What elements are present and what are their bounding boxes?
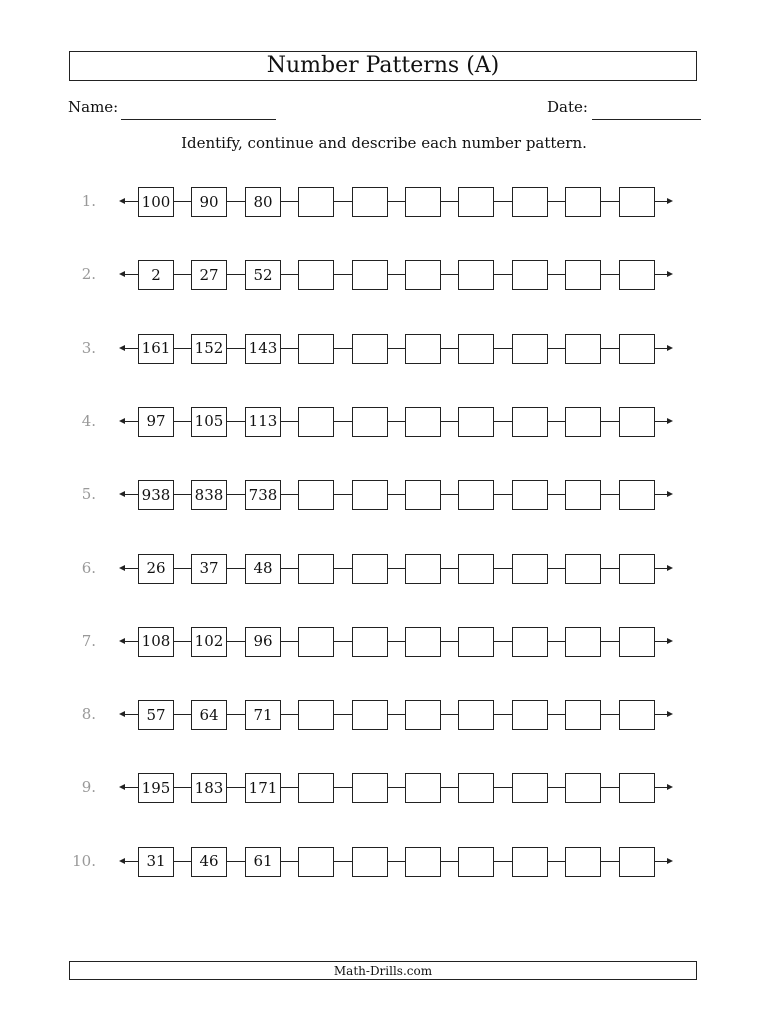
given-term: 183 <box>191 773 227 803</box>
arrow-left-icon <box>119 271 125 277</box>
given-term: 161 <box>138 334 174 364</box>
answer-box[interactable] <box>405 700 441 730</box>
answer-box[interactable] <box>405 187 441 217</box>
given-term: 143 <box>245 334 281 364</box>
answer-box[interactable] <box>512 187 548 217</box>
name-field[interactable] <box>121 119 276 120</box>
answer-box[interactable] <box>512 773 548 803</box>
answer-box[interactable] <box>458 554 494 584</box>
answer-box[interactable] <box>298 773 334 803</box>
answer-box[interactable] <box>298 260 334 290</box>
problem-row <box>0 187 768 217</box>
answer-box[interactable] <box>352 627 388 657</box>
worksheet-title <box>69 51 697 81</box>
arrow-left-icon <box>119 198 125 204</box>
answer-box[interactable] <box>352 260 388 290</box>
given-term: 61 <box>245 847 281 877</box>
answer-box[interactable] <box>619 773 655 803</box>
date-field[interactable] <box>592 119 701 120</box>
answer-box[interactable] <box>565 187 601 217</box>
answer-box[interactable] <box>565 554 601 584</box>
answer-box[interactable] <box>565 700 601 730</box>
given-term: 64 <box>191 700 227 730</box>
given-term: 108 <box>138 627 174 657</box>
arrow-right-icon <box>667 858 673 864</box>
answer-box[interactable] <box>619 480 655 510</box>
title-text: Number Patterns (A) <box>266 53 500 78</box>
answer-box[interactable] <box>565 773 601 803</box>
answer-box[interactable] <box>565 407 601 437</box>
arrow-right-icon <box>667 638 673 644</box>
name-label: Name: <box>68 98 119 116</box>
answer-box[interactable] <box>298 407 334 437</box>
answer-box[interactable] <box>405 554 441 584</box>
given-term: 105 <box>191 407 227 437</box>
arrow-right-icon <box>667 784 673 790</box>
answer-box[interactable] <box>352 187 388 217</box>
given-term: 171 <box>245 773 281 803</box>
answer-box[interactable] <box>512 847 548 877</box>
problem-row <box>0 627 768 657</box>
given-term: 48 <box>245 554 281 584</box>
answer-box[interactable] <box>352 773 388 803</box>
arrow-left-icon <box>119 565 125 571</box>
arrow-left-icon <box>119 345 125 351</box>
answer-box[interactable] <box>458 260 494 290</box>
problem-number: 2. <box>81 265 96 284</box>
answer-box[interactable] <box>512 334 548 364</box>
given-term: 57 <box>138 700 174 730</box>
answer-box[interactable] <box>565 260 601 290</box>
answer-box[interactable] <box>512 554 548 584</box>
problem-number: 9. <box>81 778 96 797</box>
answer-box[interactable] <box>352 700 388 730</box>
answer-box[interactable] <box>512 700 548 730</box>
arrow-left-icon <box>119 491 125 497</box>
arrow-left-icon <box>119 711 125 717</box>
answer-box[interactable] <box>565 334 601 364</box>
problem-number: 7. <box>81 631 96 650</box>
answer-box[interactable] <box>298 554 334 584</box>
answer-box[interactable] <box>405 334 441 364</box>
problem-number: 5. <box>81 485 96 504</box>
answer-box[interactable] <box>512 260 548 290</box>
problem-row <box>0 847 768 877</box>
answer-box[interactable] <box>352 554 388 584</box>
footer <box>69 961 697 980</box>
answer-box[interactable] <box>352 407 388 437</box>
answer-box[interactable] <box>565 627 601 657</box>
given-term: 26 <box>138 554 174 584</box>
answer-box[interactable] <box>619 187 655 217</box>
answer-box[interactable] <box>512 407 548 437</box>
problem-number: 4. <box>81 411 96 430</box>
problem-number: 8. <box>81 705 96 724</box>
problem-row <box>0 407 768 437</box>
answer-box[interactable] <box>458 773 494 803</box>
footer-text: Math-Drills.com <box>333 963 433 978</box>
given-term: 52 <box>245 260 281 290</box>
given-term: 195 <box>138 773 174 803</box>
answer-box[interactable] <box>405 480 441 510</box>
answer-box[interactable] <box>352 847 388 877</box>
answer-box[interactable] <box>619 847 655 877</box>
answer-box[interactable] <box>298 187 334 217</box>
given-term: 46 <box>191 847 227 877</box>
given-term: 31 <box>138 847 174 877</box>
problem-row <box>0 260 768 290</box>
arrow-right-icon <box>667 345 673 351</box>
answer-box[interactable] <box>352 334 388 364</box>
problem-row <box>0 554 768 584</box>
given-term: 96 <box>245 627 281 657</box>
given-term: 100 <box>138 187 174 217</box>
answer-box[interactable] <box>458 700 494 730</box>
arrow-right-icon <box>667 418 673 424</box>
given-term: 152 <box>191 334 227 364</box>
arrow-left-icon <box>119 418 125 424</box>
answer-box[interactable] <box>565 847 601 877</box>
answer-box[interactable] <box>512 480 548 510</box>
answer-box[interactable] <box>298 627 334 657</box>
given-term: 102 <box>191 627 227 657</box>
answer-box[interactable] <box>619 334 655 364</box>
problem-number: 3. <box>81 338 96 357</box>
answer-box[interactable] <box>619 554 655 584</box>
arrow-right-icon <box>667 271 673 277</box>
answer-box[interactable] <box>298 334 334 364</box>
given-term: 80 <box>245 187 281 217</box>
answer-box[interactable] <box>298 700 334 730</box>
arrow-left-icon <box>119 638 125 644</box>
answer-box[interactable] <box>458 187 494 217</box>
answer-box[interactable] <box>405 260 441 290</box>
answer-box[interactable] <box>619 260 655 290</box>
given-term: 938 <box>138 480 174 510</box>
problem-number: 1. <box>81 192 96 210</box>
problem-number: 6. <box>81 558 96 577</box>
given-term: 97 <box>138 407 174 437</box>
arrow-right-icon <box>667 198 673 204</box>
given-term: 90 <box>191 187 227 217</box>
answer-box[interactable] <box>565 480 601 510</box>
problem-row <box>0 334 768 364</box>
given-term: 71 <box>245 700 281 730</box>
given-term: 738 <box>245 480 281 510</box>
given-term: 37 <box>191 554 227 584</box>
date-label: Date: <box>547 98 588 116</box>
answer-box[interactable] <box>298 480 334 510</box>
answer-box[interactable] <box>405 773 441 803</box>
problem-row <box>0 480 768 510</box>
arrow-right-icon <box>667 491 673 497</box>
answer-box[interactable] <box>619 407 655 437</box>
given-term: 838 <box>191 480 227 510</box>
instructions: Identify, continue and describe each number pattern. <box>181 134 587 152</box>
arrow-right-icon <box>667 565 673 571</box>
answer-box[interactable] <box>458 847 494 877</box>
answer-box[interactable] <box>619 627 655 657</box>
answer-box[interactable] <box>458 627 494 657</box>
answer-box[interactable] <box>298 847 334 877</box>
answer-box[interactable] <box>405 847 441 877</box>
answer-box[interactable] <box>458 480 494 510</box>
problem-number: 10. <box>72 851 96 870</box>
answer-box[interactable] <box>512 627 548 657</box>
problem-row <box>0 700 768 730</box>
problem-row <box>0 773 768 803</box>
arrow-left-icon <box>119 858 125 864</box>
given-term: 2 <box>138 260 174 290</box>
arrow-left-icon <box>119 784 125 790</box>
arrow-right-icon <box>667 711 673 717</box>
answer-box[interactable] <box>458 407 494 437</box>
answer-box[interactable] <box>405 407 441 437</box>
given-term: 113 <box>245 407 281 437</box>
answer-box[interactable] <box>405 627 441 657</box>
answer-box[interactable] <box>619 700 655 730</box>
given-term: 27 <box>191 260 227 290</box>
answer-box[interactable] <box>458 334 494 364</box>
answer-box[interactable] <box>352 480 388 510</box>
